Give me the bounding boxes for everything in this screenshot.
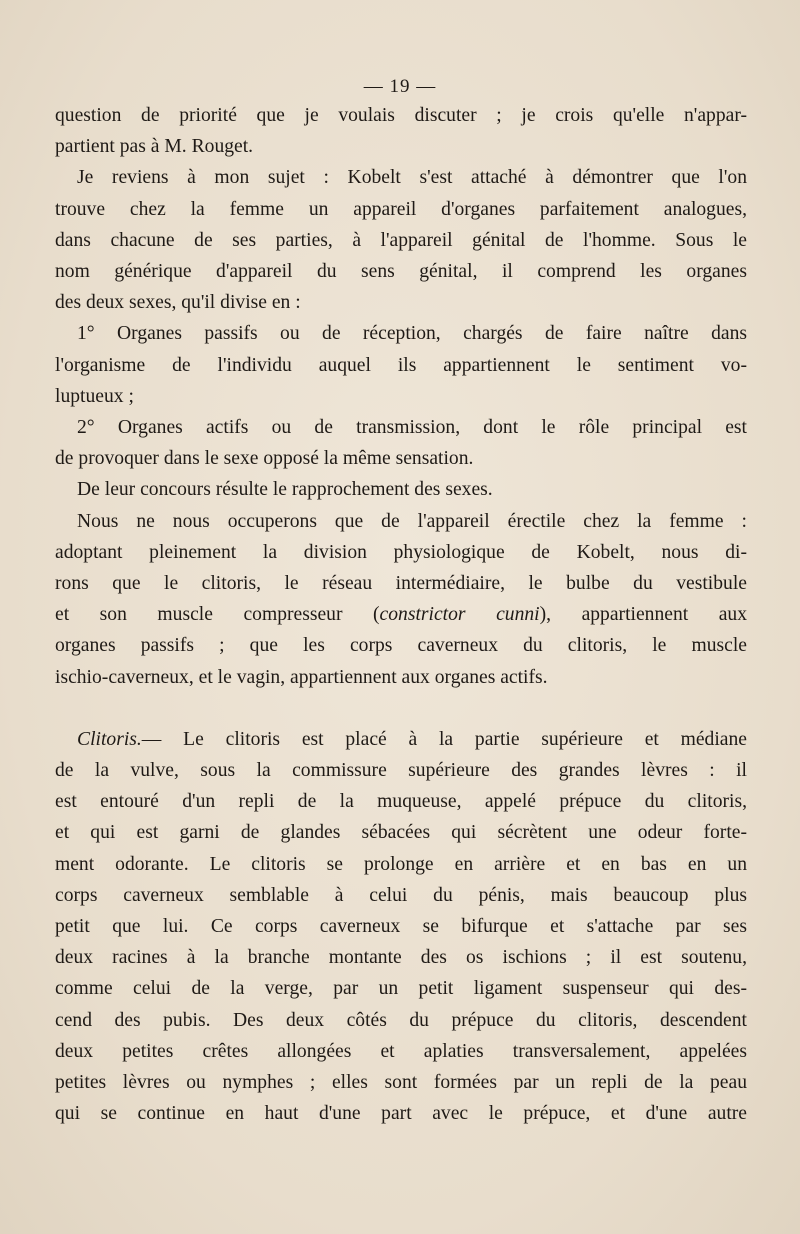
text-line: Je reviens à mon sujet : Kobelt s'est attaché à démontrer que l'on: [77, 167, 747, 189]
text-line: qui se continue en haut d'une part avec le prépuce, et d'une autre: [55, 1103, 747, 1125]
text-line: ment odorante. Le clitoris se prolonge en arrière et en bas en un: [55, 853, 747, 875]
text-line: adoptant pleinement la division physiologique de Kobelt, nous di-: [55, 541, 747, 563]
section-heading: Clitoris.: [77, 728, 142, 750]
text-line: de la vulve, sous la commissure supérieure des grandes lèvres : il: [55, 760, 747, 782]
text-line: nom générique d'appareil du sens génital, il comprend les organes: [55, 261, 747, 283]
text-segment: ), appartiennent aux: [539, 604, 748, 626]
text-line: trouve chez la femme un appareil d'organes parfaitement analogues,: [55, 198, 747, 220]
text-line: organes passifs ; que les corps caverneux du clitoris, le muscle: [55, 635, 747, 657]
text-line: Nous ne nous occuperons que de l'appareil érectile chez la femme :: [77, 510, 747, 532]
text-line: corps caverneux semblable à celui du pénis, mais beaucoup plus: [55, 884, 747, 906]
body-text: [55, 100, 747, 1130]
text-line: luptueux ;: [55, 385, 134, 407]
text-line: de provoquer dans le sexe opposé la même sensation.: [55, 448, 474, 470]
text-line: est entouré d'un repli de la muqueuse, appelé prépuce du clitoris,: [55, 791, 747, 813]
text-segment: — Le clitoris est placé à la partie supérieure et médiane: [141, 728, 747, 750]
text-line: [55, 599, 747, 630]
text-line: et qui est garni de glandes sébacées qui sécrètent une odeur forte-: [55, 822, 747, 844]
text-line: dans chacune de ses parties, à l'appareil génital de l'homme. Sous le: [55, 229, 747, 251]
text-line: question de priorité que je voulais discuter ; je crois qu'elle n'appar-: [55, 105, 747, 126]
text-line: cend des pubis. Des deux côtés du prépuce du clitoris, descendent: [55, 1009, 747, 1031]
text-line: comme celui de la verge, par un petit ligament suspenseur qui des-: [55, 978, 747, 1000]
text-line: rons que le clitoris, le réseau intermédiaire, le bulbe du vestibule: [55, 573, 747, 595]
text-line: petites lèvres ou nymphes ; elles sont formées par un repli de la peau: [55, 1072, 747, 1094]
text-line: 1° Organes passifs ou de réception, chargés de faire naître dans: [77, 323, 747, 345]
text-line: partient pas à M. Rouget.: [55, 136, 254, 158]
text-line: petit que lui. Ce corps caverneux se bifurque et s'attache par ses: [55, 916, 747, 938]
text-line: [55, 724, 747, 755]
page-number: — 19 —: [363, 76, 437, 97]
text-line: De leur concours résulte le rapprochement des sexes.: [77, 479, 493, 501]
text-segment: et son muscle compresseur (: [55, 604, 380, 626]
paragraph-gap: [55, 693, 747, 724]
text-line: des deux sexes, qu'il divise en :: [55, 292, 301, 314]
text-line: l'organisme de l'individu auquel ils appartiennent le sentiment vo-: [55, 354, 747, 376]
text-line: deux racines à la branche montante des os ischions ; il est soutenu,: [55, 947, 747, 969]
text-line: deux petites crêtes allongées et aplaties transversalement, appelées: [55, 1040, 747, 1062]
text-line: 2° Organes actifs ou de transmission, dont le rôle principal est: [77, 417, 747, 439]
latin-term: constrictor cunni: [379, 604, 540, 626]
text-line: ischio-caverneux, et le vagin, appartiennent aux organes actifs.: [55, 666, 548, 688]
